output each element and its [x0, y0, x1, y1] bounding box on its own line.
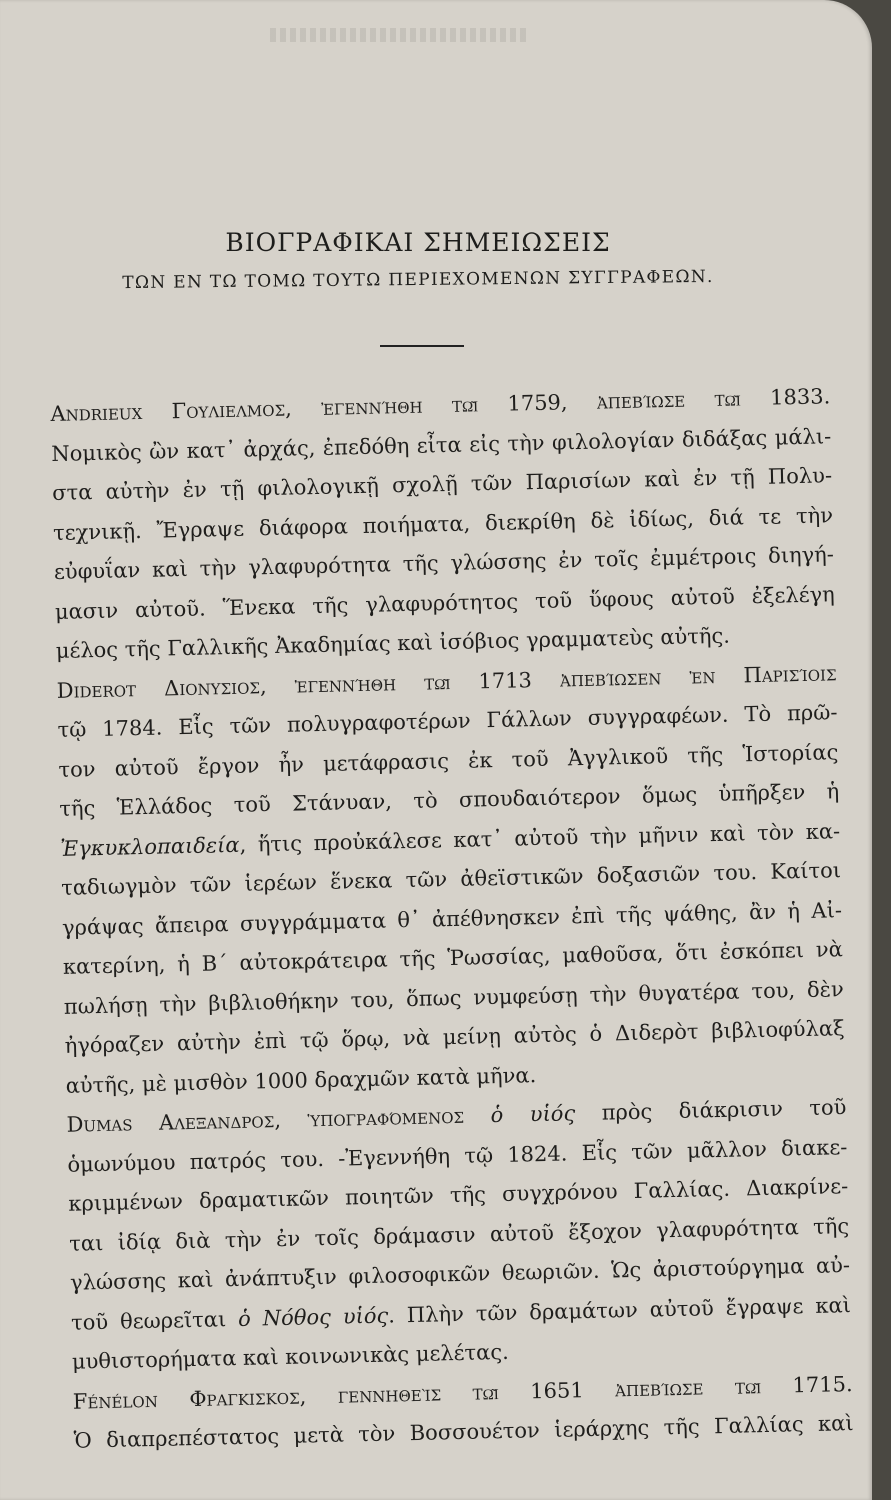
entry-diderot-line-11: αὐτῆς, μὲ μισθὸν 1000 δραχμῶν κατὰ μῆνα.: [65, 1062, 537, 1098]
entry-andrieux-line-3: στα αὐτὴν ἐν τῇ φιλολογικῇ σχολῇ τῶν Παρισίων καὶ ἐν τῇ Πολυ-: [51, 463, 833, 505]
entry-text: , ἥτις προὐκάλεσε κατ᾽ αὐτοῦ τὴν μῆνιν καὶ τὸν κα-: [239, 818, 841, 857]
entry-diderot-line-4: τῆς Ἑλλάδος τοῦ Στάνυαν, τὸ σπουδαιότερον ὅμως ὑπῆρξεν ἡ: [59, 779, 840, 821]
work-title: Ἐγκυκλοπαιδεία: [60, 832, 240, 861]
entry-fenelon-line-2: Ὁ διαπρεπέστατος μετὰ τὸν Βοσσουέτον ἱεράρχης τῆς Γαλλίας καὶ: [73, 1411, 854, 1453]
biography-body: [50, 377, 854, 1461]
author-name-diderot: Diderot: [56, 676, 137, 703]
entry-andrieux-line-7: μέλος τῆς Γαλλικῆς Ἀκαδημίας καὶ ἰσόβιος γραμματεὺς αὐτῆς.: [55, 623, 731, 663]
entry-dumas-line-3: κριμμένων δραματικῶν ποιητῶν τῆς συγχρόνου Γαλλίας. Διακρίνε-: [68, 1174, 849, 1216]
entry-dumas-line-4: ται ἰδίᾳ διὰ τὴν ἐν τοῖς δράμασιν αὐτοῦ ἔξοχον γλαφυρότητα τῆς: [68, 1213, 850, 1256]
entry-andrieux-line-5: εὐφυΐαν καὶ τὴν γλαφυρότητα τῆς γλώσσης ἐν τοῖς ἐμμέτροις διηγή-: [53, 542, 835, 584]
entry-text: πρὸς διάκρισιν τοῦ: [574, 1095, 847, 1126]
entry-diderot-line-6: ταδιωγμὸν τῶν ἱερέων ἕνεκα τῶν ἀθεϊστικῶν δοξασιῶν του. Καίτοι: [60, 858, 842, 900]
author-name-dumas: Dumas: [66, 1111, 133, 1137]
entry-diderot-line-2: τῷ 1784. Εἷς τῶν πολυγραφοτέρων Γάλλων συγγραφέων. Τὸ πρῶ-: [57, 700, 838, 742]
entry-andrieux-line-6: μασιν αὐτοῦ. Ἕνεκα τῆς γλαφυρότητος τοῦ ὕφους αὐτοῦ ἐξελέγη: [54, 581, 835, 624]
work-title: ὁ Νόθος υἱός: [237, 1303, 389, 1331]
entry-diderot-line-9: πωλήσῃ τὴν βιβλιοθήκην του, ὅπως νυμφεύσῃ τὴν θυγατέρα του, δὲν: [63, 976, 844, 1019]
entry-text: Αλεξανδρος, ὑπογραφόμενος: [132, 1103, 491, 1136]
page-title: ΒΙΟΓΡΑΦΙΚΑΙ ΣΗΜΕΙΩΣΕΙΣ: [225, 228, 611, 257]
author-name-andrieux: Andrieux: [50, 399, 143, 426]
entry-text: Γουλιελμος, ἐγεννήθη τῷ 1759, ἀπεβίωσε τῷ 1833.: [141, 384, 831, 424]
entry-diderot-line-8: κατερίνη, ἡ Β΄ αὐτοκράτειρα τῆς Ῥωσσίας, μαθοῦσα, ὅτι ἐσκόπει νὰ: [62, 937, 844, 979]
author-name-fenelon: Fénélon: [72, 1387, 159, 1414]
entry-text: Διονυσιος, ἐγεννήθη τῷ 1713 ἀπεβίωσεν ἐν Παρισίοις: [135, 660, 837, 701]
entry-text: τοῦ θεωρεῖται: [70, 1306, 239, 1335]
entry-dumas-line-2: ὁμωνύμου πατρός του. -Ἐγεννήθη τῷ 1824. Εἷς τῶν μᾶλλον διακε-: [67, 1134, 848, 1177]
entry-diderot-line-7: γράψας ἄπειρα συγγράμματα θ᾽ ἀπέθνησκεν ἐπὶ τῆς ψάθης, ἂν ἡ Αἰ-: [61, 897, 843, 940]
page-subtitle: ΤΩΝ ΕΝ ΤΩ ΤΟΜΩ ΤΟΥΤΩ ΠΕΡΙΕΧΟΜΕΝΩΝ ΣΥΓΓΡΑΦΕΩΝ.: [122, 266, 714, 294]
entry-andrieux-line-4: τεχνικῇ. Ἔγραψε διάφορα ποιήματα, διεκρίθη δὲ ἰδίως, διά τε τὴν: [52, 502, 834, 545]
entry-dumas-line-5: γλώσσης καὶ ἀνάπτυξιν φιλοσοφικῶν θεωριῶν. Ὡς ἀριστούργημα αὐ-: [69, 1253, 851, 1295]
entry-text: Φραγκισκος, γεννηθεὶς τῷ 1651 ἀπεβίωσε τῷ 1715.: [157, 1371, 853, 1412]
entry-diderot-line-3: τον αὐτοῦ ἔργον ἦν μετάφρασις ἐκ τοῦ Ἀγγλικοῦ τῆς Ἱστορίας: [58, 739, 839, 782]
entry-diderot-line-10: ἠγόραζεν αὐτὴν ἐπὶ τῷ ὅρῳ, νὰ μείνῃ αὐτὸς ὁ Διδερὸτ βιβλιοφύλαξ: [64, 1016, 845, 1058]
work-title: ὁ υἱός: [490, 1101, 576, 1128]
divider: [380, 345, 464, 347]
bleed-through-text: [270, 28, 530, 42]
entry-dumas-line-7: μυθιστορήματα καὶ κοινωνικὰς μελέτας.: [71, 1339, 510, 1374]
entry-andrieux-line-2: Νομικὸς ὢν κατ᾽ ἀρχάς, ἐπεδόθη εἶτα εἰς τὴν φιλολογίαν διδάξας μάλι-: [51, 423, 832, 466]
entry-text: . Πλὴν τῶν δραμάτων αὐτοῦ ἔγραψε καὶ: [387, 1292, 852, 1328]
